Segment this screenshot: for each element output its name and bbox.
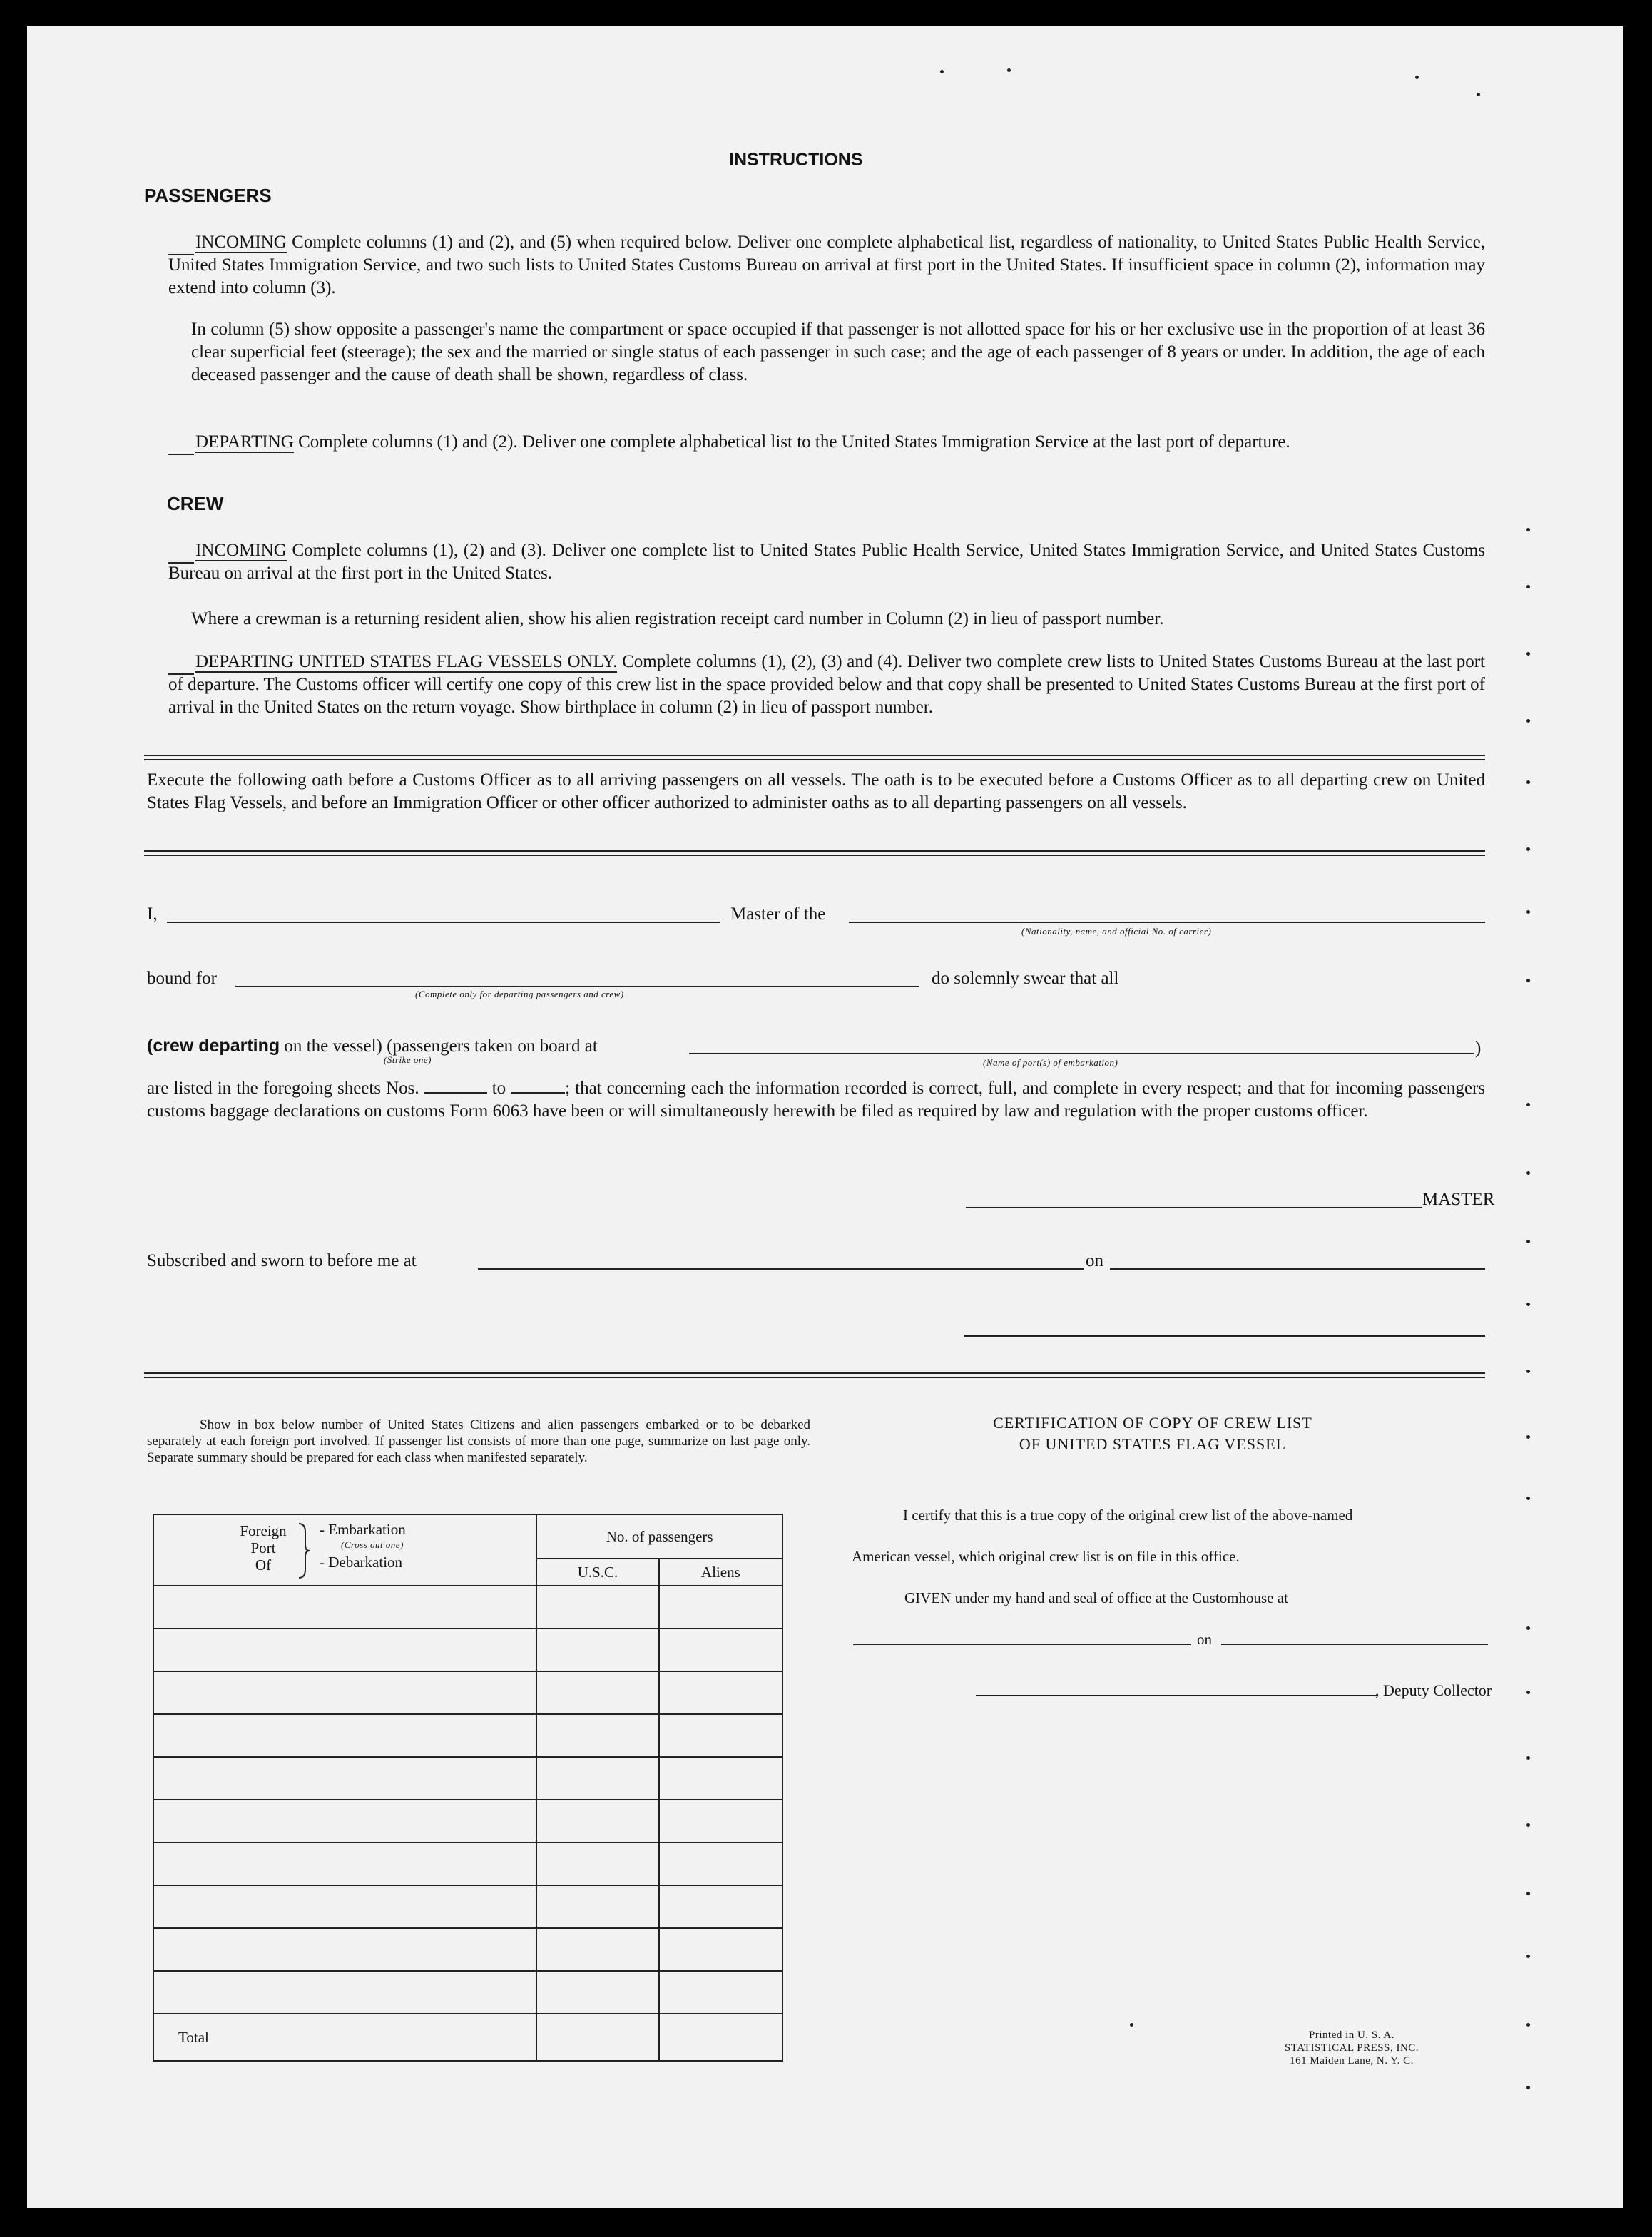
scan-speck	[1130, 2023, 1133, 2027]
debarkation-label: - Debarkation	[320, 1554, 403, 1571]
certification-title	[860, 1412, 1445, 1455]
crew-departing-rest: on the vessel) (passengers taken on board at	[284, 1036, 598, 1056]
table-row	[153, 1629, 782, 1671]
aliens-cell[interactable]	[659, 1800, 782, 1843]
crew-heading: CREW	[167, 493, 224, 514]
scan-speck	[1526, 847, 1530, 851]
no-of-passengers-header: No. of passengers	[536, 1514, 782, 1559]
scan-speck	[1526, 1171, 1530, 1175]
table-row	[153, 1671, 782, 1714]
scan-speck	[1526, 2023, 1530, 2027]
port-cell[interactable]	[153, 1671, 536, 1714]
passengers-column5-text: In column (5) show opposite a passenger's name the compartment or space occupied if that passenger is not allotted space for his or her exclusive use in the proportion of at least 36 clear superficial feet (steerage); the sex and the married or single status of each passenger in such case; and the age of each passenger of 8 years or under. In addition, the age of each deceased passenger and the cause of death shall be shown, regardless of class.	[191, 320, 1485, 384]
usc-cell[interactable]	[536, 1885, 658, 1928]
crew-returning-text: Where a crewman is a returning resident alien, show his alien registration receipt card number in Column (2) in lieu of passport number.	[191, 609, 1164, 628]
scan-speck	[1526, 1240, 1530, 1243]
certify-line2: American vessel, which original crew list is on file in this office.	[852, 1548, 1240, 1565]
aliens-cell[interactable]	[659, 1843, 782, 1885]
divider-rule	[144, 755, 1485, 760]
scan-speck	[1526, 1691, 1530, 1694]
deputy-collector-label: , Deputy Collector	[1375, 1681, 1492, 1699]
usc-cell[interactable]	[536, 1971, 658, 2014]
usc-cell[interactable]	[536, 1629, 658, 1671]
usc-cell[interactable]	[536, 1800, 658, 1843]
passengers-incoming-block	[168, 231, 1485, 300]
sworn-place-field[interactable]	[478, 1268, 1084, 1270]
listed-prefix: are listed in the foregoing sheets Nos.	[147, 1079, 419, 1098]
usc-cell[interactable]	[536, 1714, 658, 1757]
scan-speck	[1526, 1955, 1530, 1958]
crew-departing-text: Complete columns (1), (2), (3) and (4). Deliver two complete crew lists to United States Customs Bureau at the last port of departure. The Customs officer will certify one copy of this crew list in the space provided below and that copy shall be presented to United States Customs Bureau at the first port of arrival in the United States on the return voyage. Show birthplace in column (2) in lieu of passport number.	[168, 652, 1485, 717]
sheets-to-field[interactable]	[511, 1078, 565, 1094]
instructions-title: INSTRUCTIONS	[729, 150, 863, 170]
usc-cell[interactable]	[536, 1671, 658, 1714]
total-aliens-cell[interactable]	[659, 2014, 782, 2061]
passengers-departing-block	[168, 431, 1485, 454]
aliens-cell[interactable]	[659, 1586, 782, 1629]
passengers-departing-text: Complete columns (1) and (2). Deliver one complete alphabetical list to the United States Immigration Service at the last port of departure.	[298, 432, 1290, 452]
printer-line3: 161 Maiden Lane, N. Y. C.	[1290, 2055, 1414, 2067]
port-header-foreign: Foreign	[240, 1522, 287, 1539]
usc-cell[interactable]	[536, 1928, 658, 1971]
scan-speck	[1526, 910, 1530, 914]
scan-speck	[1526, 1435, 1530, 1439]
embarkation-label: - Embarkation	[320, 1521, 406, 1538]
scan-speck	[1526, 1497, 1530, 1500]
scan-speck	[1007, 68, 1011, 72]
port-cell[interactable]	[153, 1843, 536, 1885]
crew-departing-block	[168, 651, 1485, 719]
scan-speck	[1477, 93, 1480, 96]
scan-speck	[1526, 585, 1530, 588]
scan-speck	[1526, 1823, 1530, 1827]
port-cell[interactable]	[153, 1928, 536, 1971]
carrier-field[interactable]	[849, 922, 1485, 923]
carrier-hint: (Nationality, name, and official No. of carrier)	[1021, 926, 1212, 937]
swear-label: do solemnly swear that all	[932, 969, 1119, 988]
bound-for-hint: (Complete only for departing passengers and crew)	[415, 989, 624, 999]
scan-speck	[1526, 719, 1530, 723]
scan-speck	[1526, 1892, 1530, 1895]
aliens-cell[interactable]	[659, 1757, 782, 1800]
crew-departing-bold: (crew departing	[147, 1036, 280, 1056]
port-header-port: Port	[250, 1539, 276, 1556]
table-row	[153, 1971, 782, 2014]
divider-rule	[144, 850, 1485, 856]
port-cell[interactable]	[153, 1757, 536, 1800]
master-label: MASTER	[1422, 1190, 1495, 1209]
port-cell[interactable]	[153, 1714, 536, 1757]
oath-i-label: I,	[147, 905, 158, 924]
table-row	[153, 1800, 782, 1843]
port-cell[interactable]	[153, 1629, 536, 1671]
oath-instruction: Execute the following oath before a Customs Officer as to all arriving passengers on all vessels. The oath is to be executed before a Customs Officer as to all departing crew on United States Flag Vessels, and before an Immigration Officer or other officer authorized to administer oaths as to all departing passengers on all vessels.	[147, 770, 1485, 812]
aliens-cell[interactable]	[659, 1885, 782, 1928]
port-cell[interactable]	[153, 1800, 536, 1843]
summary-note: Show in box below number of United States Citizens and alien passengers embarked or to be debarked separately at each foreign port involved. If passenger list consists of more than one page, summarize on last page only. Separate summary should be prepared for each class when manifested separately.	[147, 1417, 810, 1465]
cross-out-hint: (Cross out one)	[341, 1539, 404, 1550]
master-name-field[interactable]	[167, 922, 720, 923]
aliens-cell[interactable]	[659, 1671, 782, 1714]
form-page	[27, 26, 1623, 2208]
port-cell[interactable]	[153, 1971, 536, 2014]
crew-passengers-line	[147, 1034, 598, 1058]
to-word: to	[491, 1079, 506, 1098]
divider-rule	[144, 1372, 1485, 1378]
passengers-incoming-text: Complete columns (1) and (2), and (5) when required below. Deliver one complete alphabetical list, regardless of nationality, to United States Public Health Service, United States Immigration Service, and two such lists to United States Customs Bureau on arrival at first port in the United States. If insufficient space in column (2), information may extend into column (3).	[168, 233, 1486, 297]
master-of-the-label: Master of the	[730, 905, 826, 924]
scan-speck	[1526, 2086, 1530, 2089]
aliens-header: Aliens	[659, 1559, 782, 1586]
port-header-of: Of	[255, 1556, 272, 1574]
scan-speck	[1415, 76, 1419, 79]
scan-speck	[1526, 1756, 1530, 1760]
passengers-incoming-label: INCOMING	[195, 233, 287, 252]
brace-icon	[297, 1522, 311, 1579]
cert-on-label: on	[1197, 1631, 1212, 1648]
given-text: GIVEN under my hand and seal of office at the Customhouse at	[904, 1589, 1288, 1606]
table-row	[153, 1885, 782, 1928]
scan-speck	[940, 70, 944, 73]
scan-speck	[1526, 1303, 1530, 1306]
port-embarkation-field[interactable]	[689, 1053, 1474, 1054]
sworn-on-label: on	[1086, 1251, 1103, 1270]
deputy-collector-signature-field[interactable]	[976, 1695, 1377, 1696]
usc-header: U.S.C.	[536, 1559, 658, 1586]
sheets-from-field[interactable]	[424, 1078, 487, 1094]
subscribed-label: Subscribed and sworn to before me at	[147, 1251, 417, 1270]
usc-cell[interactable]	[536, 1586, 658, 1629]
certify-line1: I certify that this is a true copy of the original crew list of the above-named	[903, 1507, 1353, 1524]
certification-title-line1: CERTIFICATION OF COPY OF CREW LIST	[993, 1414, 1312, 1432]
bound-for-label: bound for	[147, 969, 217, 988]
listed-suffix: ; that concerning each the information recorded is correct, full, and complete in every respect; and that for incoming passengers customs baggage declarations on customs Form 6063 have been or will simultaneously herewith be filed as required by law and regulation with the proper customs officer.	[147, 1079, 1486, 1121]
aliens-cell[interactable]	[659, 1971, 782, 2014]
crew-incoming-text: Complete columns (1), (2) and (3). Deliver one complete list to United States Public Health Service, United States Immigration Service, and United States Customs Bureau on arrival at the first port in the United States.	[168, 541, 1486, 583]
customhouse-field[interactable]	[853, 1644, 1191, 1645]
table-row	[153, 1586, 782, 1629]
table-row	[153, 1928, 782, 1971]
usc-cell[interactable]	[536, 1843, 658, 1885]
port-hint: (Name of port(s) of embarkation)	[983, 1057, 1118, 1068]
aliens-cell[interactable]	[659, 1928, 782, 1971]
usc-cell[interactable]	[536, 1757, 658, 1800]
crew-incoming-label: INCOMING	[195, 541, 287, 560]
scan-speck	[1526, 979, 1530, 982]
scan-speck	[1526, 652, 1530, 656]
cert-date-field[interactable]	[1221, 1644, 1488, 1645]
sworn-date-field[interactable]	[1110, 1268, 1485, 1270]
passenger-summary-table	[153, 1514, 783, 2062]
table-row	[153, 1757, 782, 1800]
total-label: Total	[153, 2014, 536, 2061]
close-paren: )	[1475, 1039, 1482, 1058]
total-row	[153, 2014, 782, 2061]
aliens-cell[interactable]	[659, 1714, 782, 1757]
table-row	[153, 1714, 782, 1757]
crew-incoming-block	[168, 539, 1485, 585]
printer-line2: STATISTICAL PRESS, INC.	[1284, 2042, 1419, 2054]
aliens-cell[interactable]	[659, 1629, 782, 1671]
printer-line1: Printed in U. S. A.	[1309, 2029, 1394, 2041]
officer-signature-field[interactable]	[964, 1335, 1485, 1337]
certification-title-line2: OF UNITED STATES FLAG VESSEL	[1019, 1435, 1287, 1453]
master-signature-field[interactable]	[966, 1207, 1422, 1208]
scan-speck	[1526, 780, 1530, 784]
bound-for-field[interactable]	[235, 986, 919, 987]
passengers-heading: PASSENGERS	[144, 185, 272, 206]
port-header-cell	[153, 1514, 536, 1586]
total-usc-cell[interactable]	[536, 2014, 658, 2061]
listed-paragraph	[147, 1077, 1485, 1123]
crew-departing-label: DEPARTING UNITED STATES FLAG VESSELS ONLY.	[195, 652, 618, 671]
scan-speck	[1526, 1103, 1530, 1106]
table-row	[153, 1843, 782, 1885]
scan-speck	[1526, 1370, 1530, 1373]
passengers-departing-label: DEPARTING	[195, 432, 294, 452]
port-cell[interactable]	[153, 1885, 536, 1928]
strike-one-hint: (Strike one)	[384, 1054, 432, 1065]
printer-imprint	[1225, 2029, 1478, 2067]
scan-speck	[1526, 1626, 1530, 1630]
port-cell[interactable]	[153, 1586, 536, 1629]
scan-speck	[1526, 528, 1530, 531]
